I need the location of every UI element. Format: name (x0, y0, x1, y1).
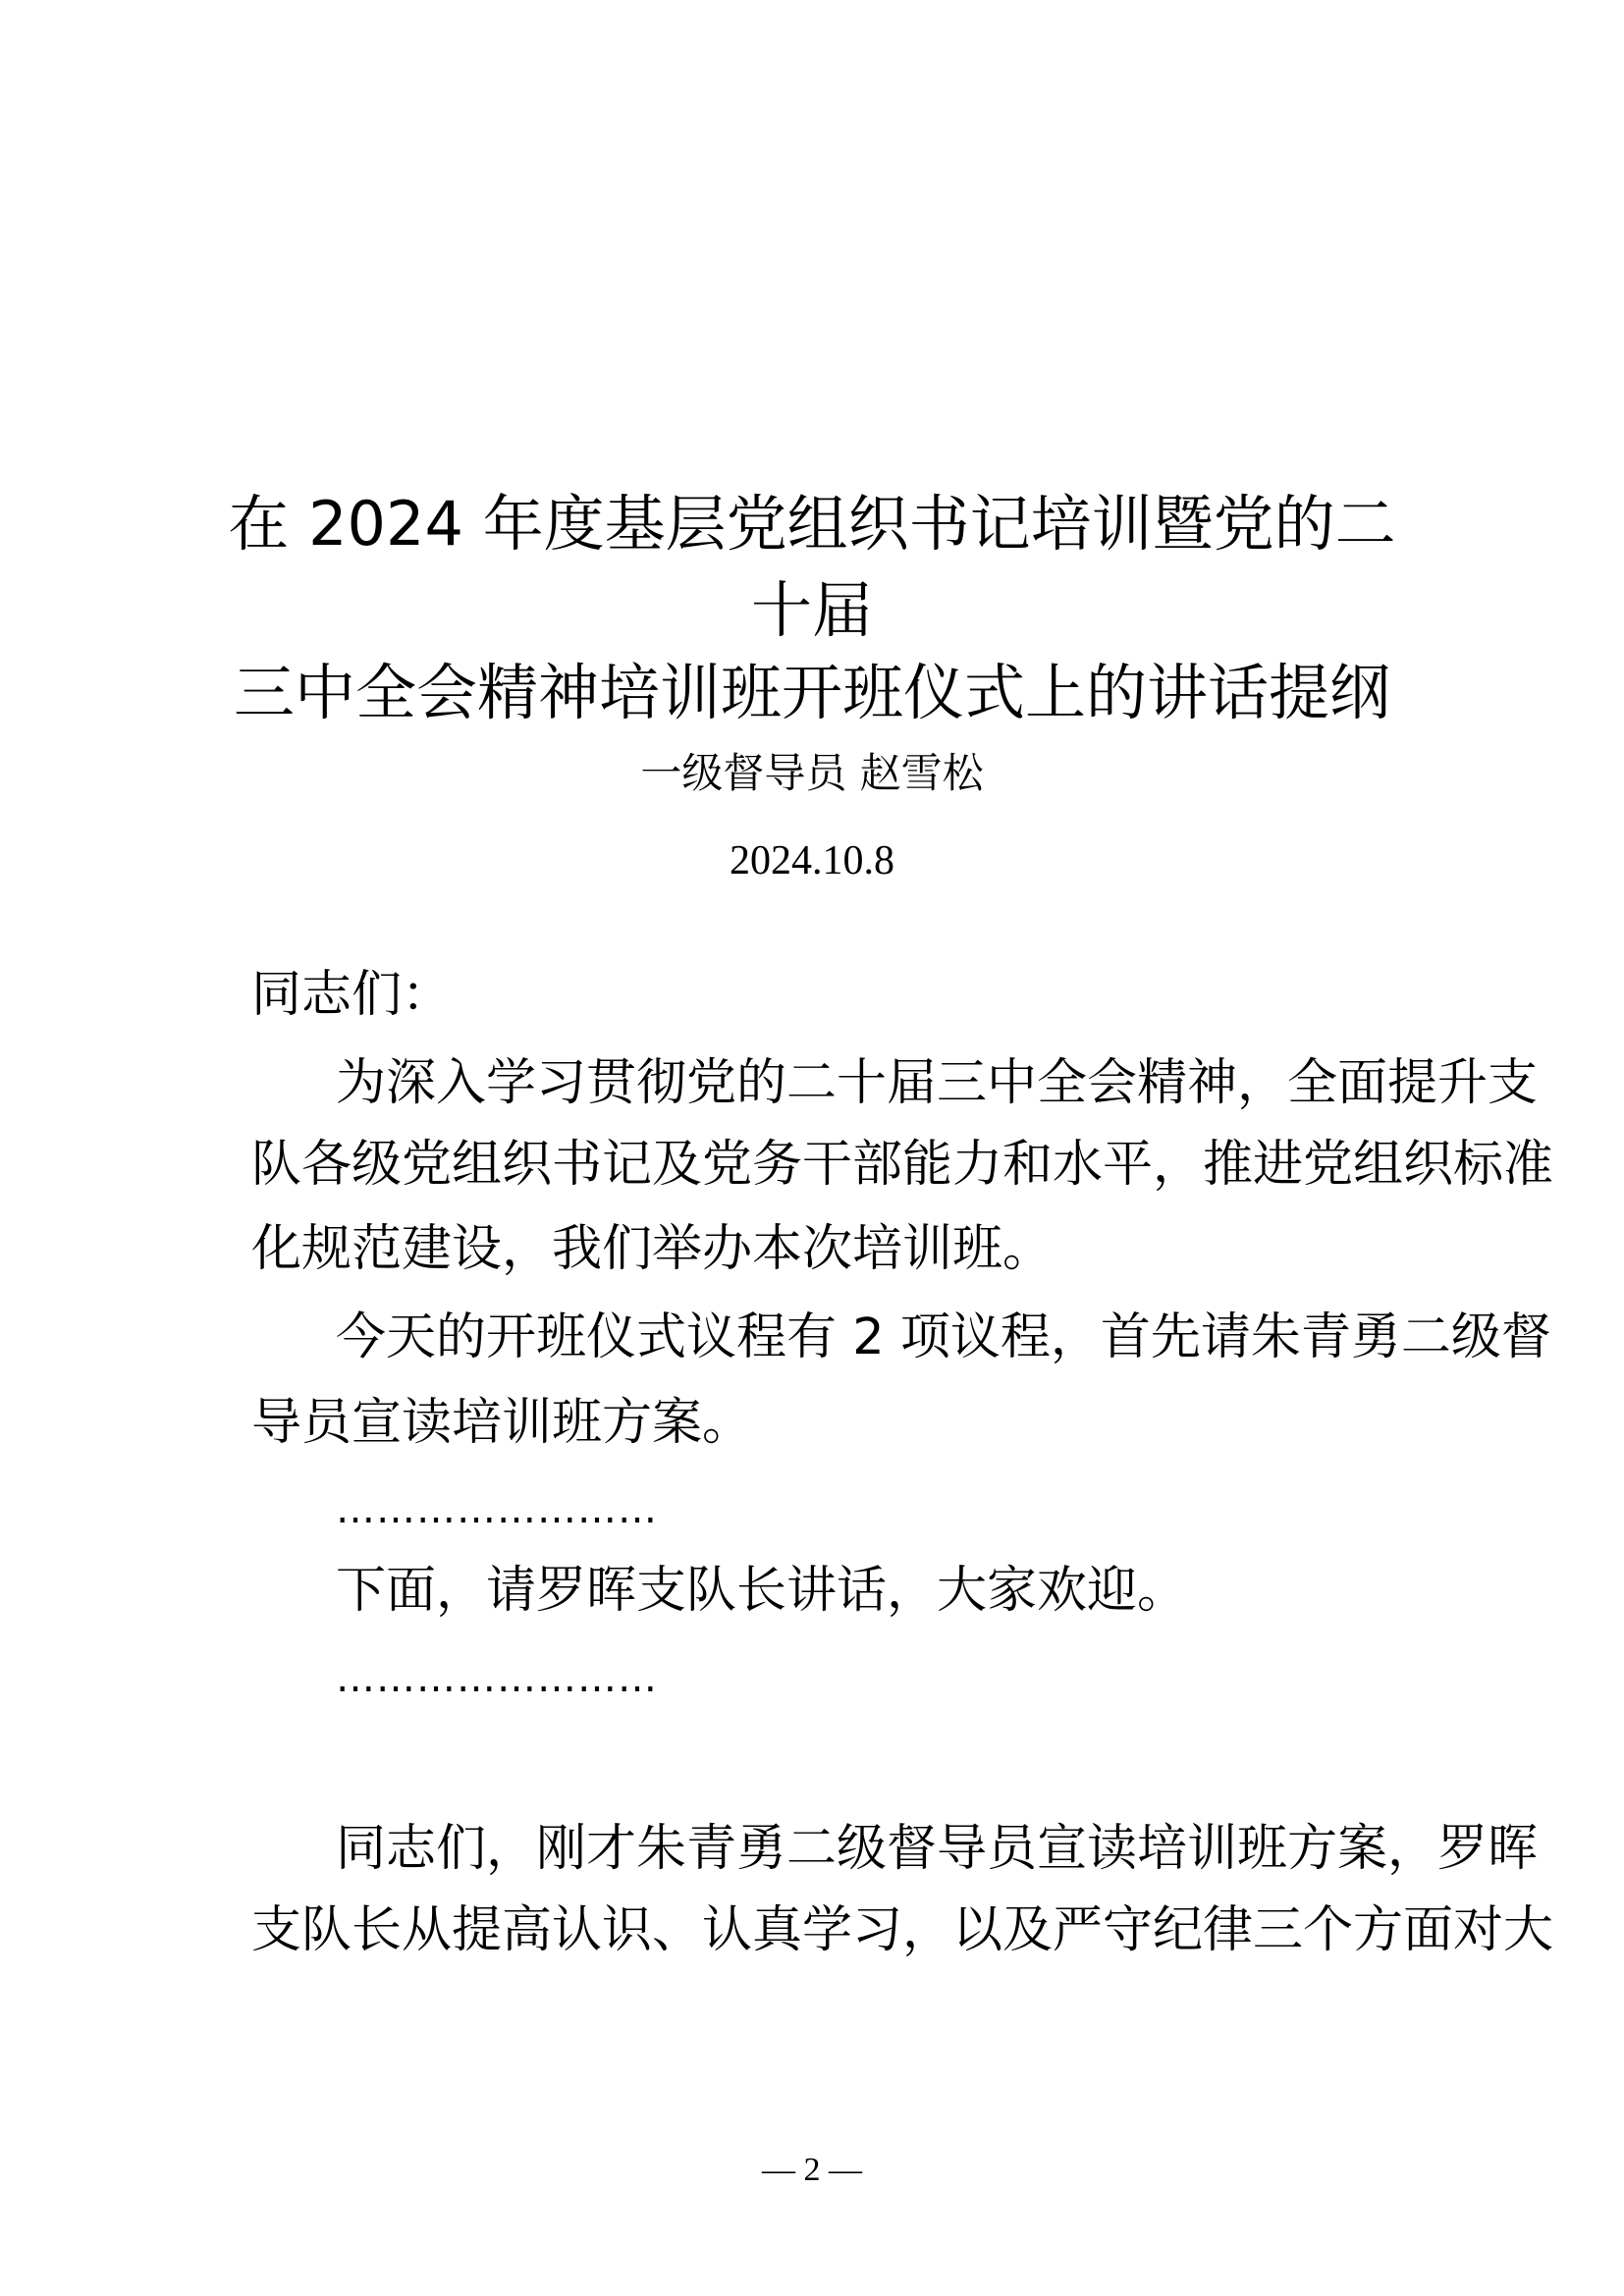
paragraph-line: 下面，请罗晖支队长讲话，大家欢迎。 (336, 1562, 1188, 1620)
paragraph-line: 支队长从提高认识、认真学习，以及严守纪律三个方面对大 (251, 1901, 1554, 1959)
ellipsis-line: …………………… (336, 1487, 658, 1532)
paragraph-line: 导员宣读培训班方案。 (251, 1394, 753, 1452)
paragraph-line: 今天的开班仪式议程有 2 项议程，首先请朱青勇二级督 (336, 1308, 1551, 1366)
page-number: — 2 — (762, 2152, 862, 2188)
title-line-3: 三中全会精神培训班开班仪式上的讲话提纲 (233, 657, 1390, 728)
ellipsis-line: …………………… (336, 1656, 658, 1701)
paragraph-line: 同志们，刚才朱青勇二级督导员宣读培训班方案，罗晖 (336, 1820, 1539, 1878)
paragraph-line: 化规范建设，我们举办本次培训班。 (251, 1220, 1054, 1278)
date: 2024.10.8 (730, 838, 894, 883)
title-line-2: 十届 (750, 574, 873, 646)
title-line-1: 在 2024 年度基层党组织书记培训暨党的二 (228, 488, 1396, 560)
paragraph-line: 为深入学习贯彻党的二十届三中全会精神，全面提升支 (336, 1054, 1539, 1112)
author: 一级督导员 赵雪松 (640, 749, 984, 797)
paragraph-line: 队各级党组织书记及党务干部能力和水平，推进党组织标准 (251, 1136, 1554, 1194)
salutation: 同志们： (251, 966, 453, 1024)
